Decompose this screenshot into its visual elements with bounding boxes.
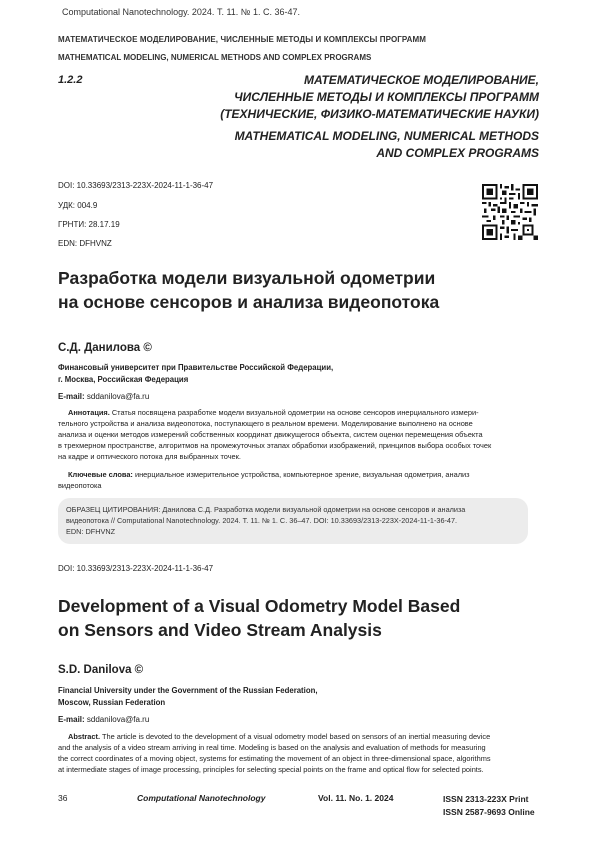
- article-title-ru: [58, 266, 538, 314]
- rubric-ru-line: МАТЕМАТИЧЕСКОЕ МОДЕЛИРОВАНИЕ,: [304, 73, 539, 87]
- email-ru: [58, 392, 149, 401]
- footer-issn: [443, 793, 535, 819]
- email-label: E-mail:: [58, 715, 85, 724]
- abstract-line: анализа и оценки методов измерений собственных координат движущегося объекта, систем оценки перемещения объекта: [58, 430, 483, 439]
- abstract-ru: [58, 407, 538, 462]
- rubric-en-line: AND COMPLEX PROGRAMS: [376, 146, 539, 160]
- rubric-ru-line: ЧИСЛЕННЫЕ МЕТОДЫ И КОМПЛЕКСЫ ПРОГРАММ: [234, 90, 539, 104]
- keywords-ru: [58, 469, 538, 491]
- keywords-line: видеопотока: [58, 481, 102, 490]
- specialty-code: 1.2.2: [58, 74, 83, 86]
- rubric-ru: [220, 72, 539, 123]
- abstract-line: Статья посвящена разработке модели визуальной одометрии на основе сенсоров инерциального измери-: [111, 408, 479, 417]
- abstract-line: and the analysis of a video stream arriving in real time. Modeling is based on the analysis and evaluation of methods for measuring: [58, 743, 486, 752]
- abstract-line: at intermediate stages of image processing, principles for selecting special points on the frame and optical flow for selected points.: [58, 765, 484, 774]
- affiliation-en: [58, 685, 318, 709]
- udk: УДК: 004.9: [58, 201, 98, 210]
- title-ru-line: Разработка модели визуальной одометрии: [58, 268, 436, 288]
- author-ru: С.Д. Данилова ©: [58, 342, 152, 354]
- running-header: Computational Nanotechnology. 2024. Т. 11. № 1. С. 36-47.: [62, 7, 300, 17]
- title-ru-line: на основе сенсоров и анализа видеопотока: [58, 292, 440, 312]
- rubric-ru-line: (ТЕХНИЧЕСКИЕ, ФИЗИКО-МАТЕМАТИЧЕСКИЕ НАУКИ): [220, 107, 539, 121]
- article-title-en: [58, 594, 538, 642]
- page-number: 36: [58, 793, 68, 803]
- section-title-ru: МАТЕМАТИЧЕСКОЕ МОДЕЛИРОВАНИЕ, ЧИСЛЕННЫЕ МЕТОДЫ И КОМПЛЕКСЫ ПРОГРАММ: [58, 35, 427, 44]
- affiliation-ru-line: Финансовый университет при Правительстве Российской Федерации,: [58, 363, 334, 372]
- grnti: ГРНТИ: 28.17.19: [58, 220, 120, 229]
- section-title-en: MATHEMATICAL MODELING, NUMERICAL METHODS AND COMPLEX PROGRAMS: [58, 53, 372, 62]
- abstract-line: на кадре и оптического потока для выбранных точек.: [58, 452, 241, 461]
- affiliation-en-line: Moscow, Russian Federation: [58, 698, 166, 707]
- email-link[interactable]: sddanilova@fa.ru: [86, 392, 150, 401]
- author-en: S.D. Danilova ©: [58, 664, 144, 676]
- doi-en: DOI: 10.33693/2313-223X-2024-11-1-36-47: [58, 564, 214, 573]
- rubric-en: [235, 128, 539, 162]
- email-link[interactable]: sddanilova@fa.ru: [86, 715, 150, 724]
- abstract-line: в трехмерном пространстве, алгоритмов на промежуточных этапах обработки изображений, принципов выбора особых точек: [58, 441, 492, 450]
- email-en: [58, 715, 149, 724]
- title-en-line: on Sensors and Video Stream Analysis: [58, 620, 382, 640]
- issn-print: ISSN 2313-223X Print: [443, 794, 529, 804]
- doi-ru: DOI: 10.33693/2313-223X-2024-11-1-36-47: [58, 181, 214, 190]
- footer-journal: Computational Nanotechnology: [137, 793, 266, 803]
- keywords-label: Ключевые слова:: [68, 470, 133, 479]
- keywords-line: инерциальное измерительное устройства, компьютерное зрение, визуальная одометрия, анализ: [134, 470, 470, 479]
- footer-volume: Vol. 11. No. 1. 2024: [318, 793, 394, 803]
- citation-line: EDN: DFHVNZ: [66, 527, 116, 536]
- affiliation-ru: [58, 362, 333, 386]
- citation-box: [58, 498, 528, 544]
- abstract-line: тельного устройства и анализа видеопотока, поступающего в реальном времени. Моделирование выполнено на основе: [58, 419, 473, 428]
- abstract-line: The article is devoted to the development of a visual odometry model based on sensors of an inertial measuring device: [101, 732, 491, 741]
- rubric-en-line: MATHEMATICAL MODELING, NUMERICAL METHODS: [234, 129, 539, 143]
- citation-line: видеопотока // Computational Nanotechnology. 2024. Т. 11. № 1. С. 36–47. DOI: 10.33693/2313-223X-2024-11-1-36-47.: [66, 516, 458, 525]
- abstract-line: the correct coordinates of a moving object, systems for estimating the movement of an object in three-dimensional space, algorithms: [58, 754, 491, 763]
- email-label: E-mail:: [58, 392, 85, 401]
- abstract-en: [58, 731, 538, 775]
- title-en-line: Development of a Visual Odometry Model Based: [58, 596, 461, 616]
- affiliation-ru-line: г. Москва, Российская Федерация: [58, 375, 189, 384]
- affiliation-en-line: Financial University under the Government of the Russian Federation,: [58, 686, 318, 695]
- edn: EDN: DFHVNZ: [58, 239, 112, 248]
- abstract-label: Abstract.: [68, 732, 101, 741]
- citation-line: ОБРАЗЕЦ ЦИТИРОВАНИЯ: Данилова С.Д. Разработка модели визуальной одометрии на основе сенсоров и анализа: [66, 505, 466, 514]
- abstract-label: Аннотация.: [68, 408, 110, 417]
- issn-online: ISSN 2587-9693 Online: [443, 807, 535, 817]
- qr-code-icon[interactable]: [482, 184, 538, 240]
